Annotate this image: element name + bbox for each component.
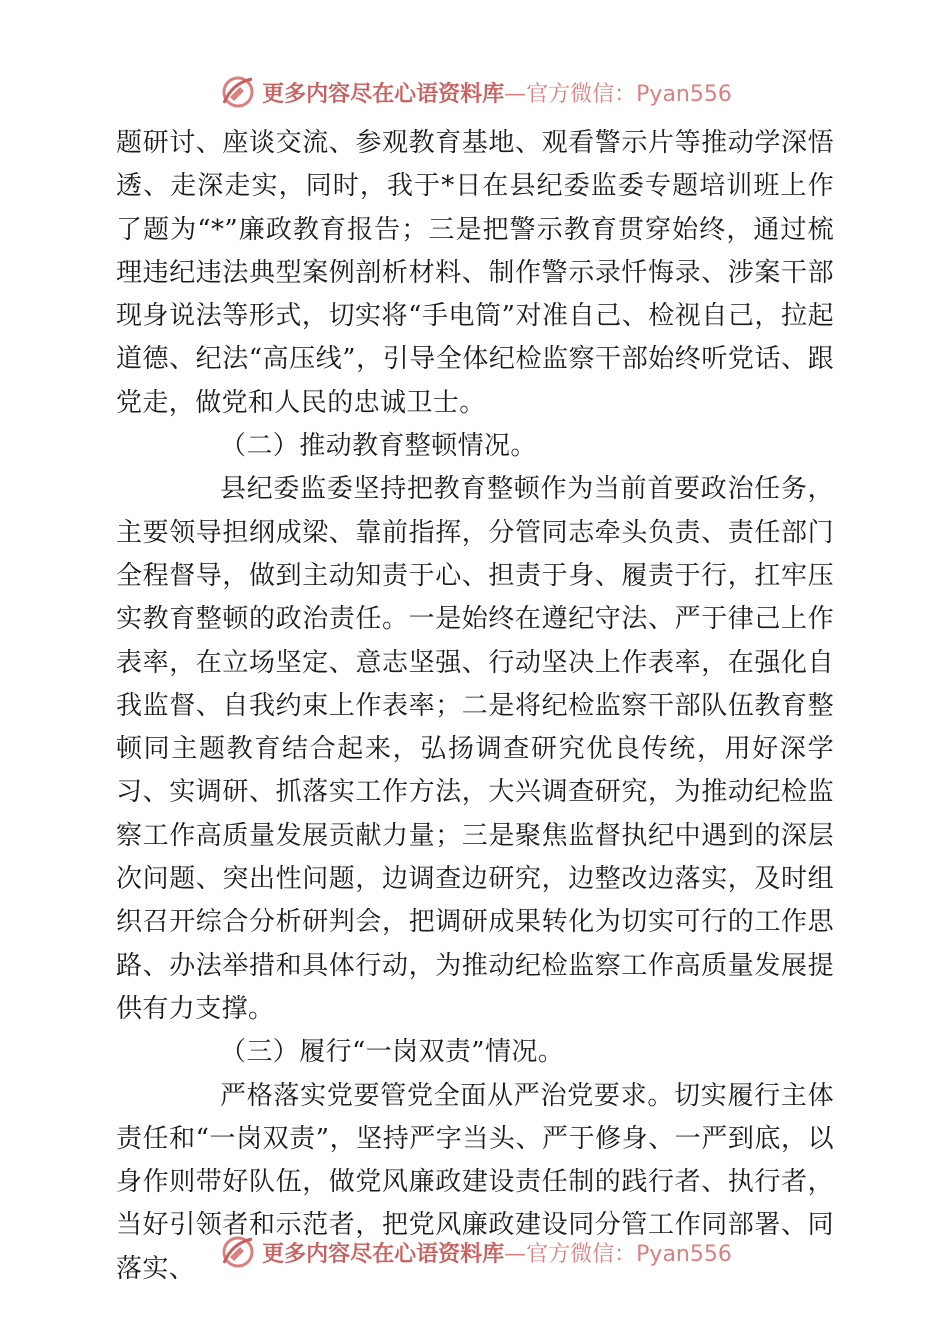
- watermark-header: [0, 72, 950, 112]
- section-heading-2: （二）推动教育整顿情况。: [220, 431, 537, 462]
- watermark-footer: [0, 1232, 950, 1272]
- watermark-lead-text: 更多内容尽在心语资料库: [262, 81, 505, 107]
- paragraph-2: 县纪委监委坚持把教育整顿作为当前首要政治任务，主要领导担纲成梁、靠前指挥，分管同志牵头负责、责任部门全程督导，做到主动知责于心、担责于身、履责于行，扛牢压实教育整顿的政治责任。一是始终在遵纪守法、严于律己上作表率，在立场坚定、意志坚强、行动坚决上作表率，在强化自我监督、自我约束上作表率；二是将纪检监察干部队伍教育整顿同主题教育结合起来，弘扬调查研究优良传统，用好深学习、实调研、抓落实工作方法，大兴调查研究，为推动纪检监察工作高质量发展贡献力量；三是聚焦监督执纪中遇到的深层次问题、突出性问题，边调查边研究，边整改边落实，及时组织召开综合分析研判会，把调研成果转化为切实可行的工作思路、办法举措和具体行动，为推动纪检监察工作高质量发展提供有力支撑。: [116, 474, 834, 1024]
- document-body: [116, 122, 834, 1291]
- section-heading-3: （三）履行“一岗双责”情况。: [220, 1037, 565, 1068]
- watermark-lead-text: 更多内容尽在心语资料库: [262, 1241, 505, 1267]
- logo-icon: [218, 1233, 258, 1271]
- watermark-tail-text: —官方微信：Pyan556: [504, 81, 732, 107]
- paragraph-3: 严格落实党要管党全面从严治党要求。切实履行主体责任和“一岗双责”，坚持严字当头、严于修身、一严到底，以身作则带好队伍，做党风廉政建设责任制的践行者、执行者，当好引领者和示范者，把党风廉政建设同分管工作同部署、同落实、: [116, 1080, 834, 1284]
- watermark-tail-text: —官方微信：Pyan556: [504, 1241, 732, 1267]
- paragraph-1: 题研讨、座谈交流、参观教育基地、观看警示片等推动学深悟透、走深走实，同时，我于*日在县纪委监委专题培训班上作了题为“*”廉政教育报告；三是把警示教育贯穿始终，通过梳理违纪违法典型案例剖析材料、制作警示录忏悔录、涉案干部现身说法等形式，切实将“手电筒”对准自己、检视自己，拉起道德、纪法“高压线”，引导全体纪检监察干部始终听党话、跟党走，做党和人民的忠诚卫士。: [116, 128, 834, 418]
- logo-icon: [218, 73, 258, 111]
